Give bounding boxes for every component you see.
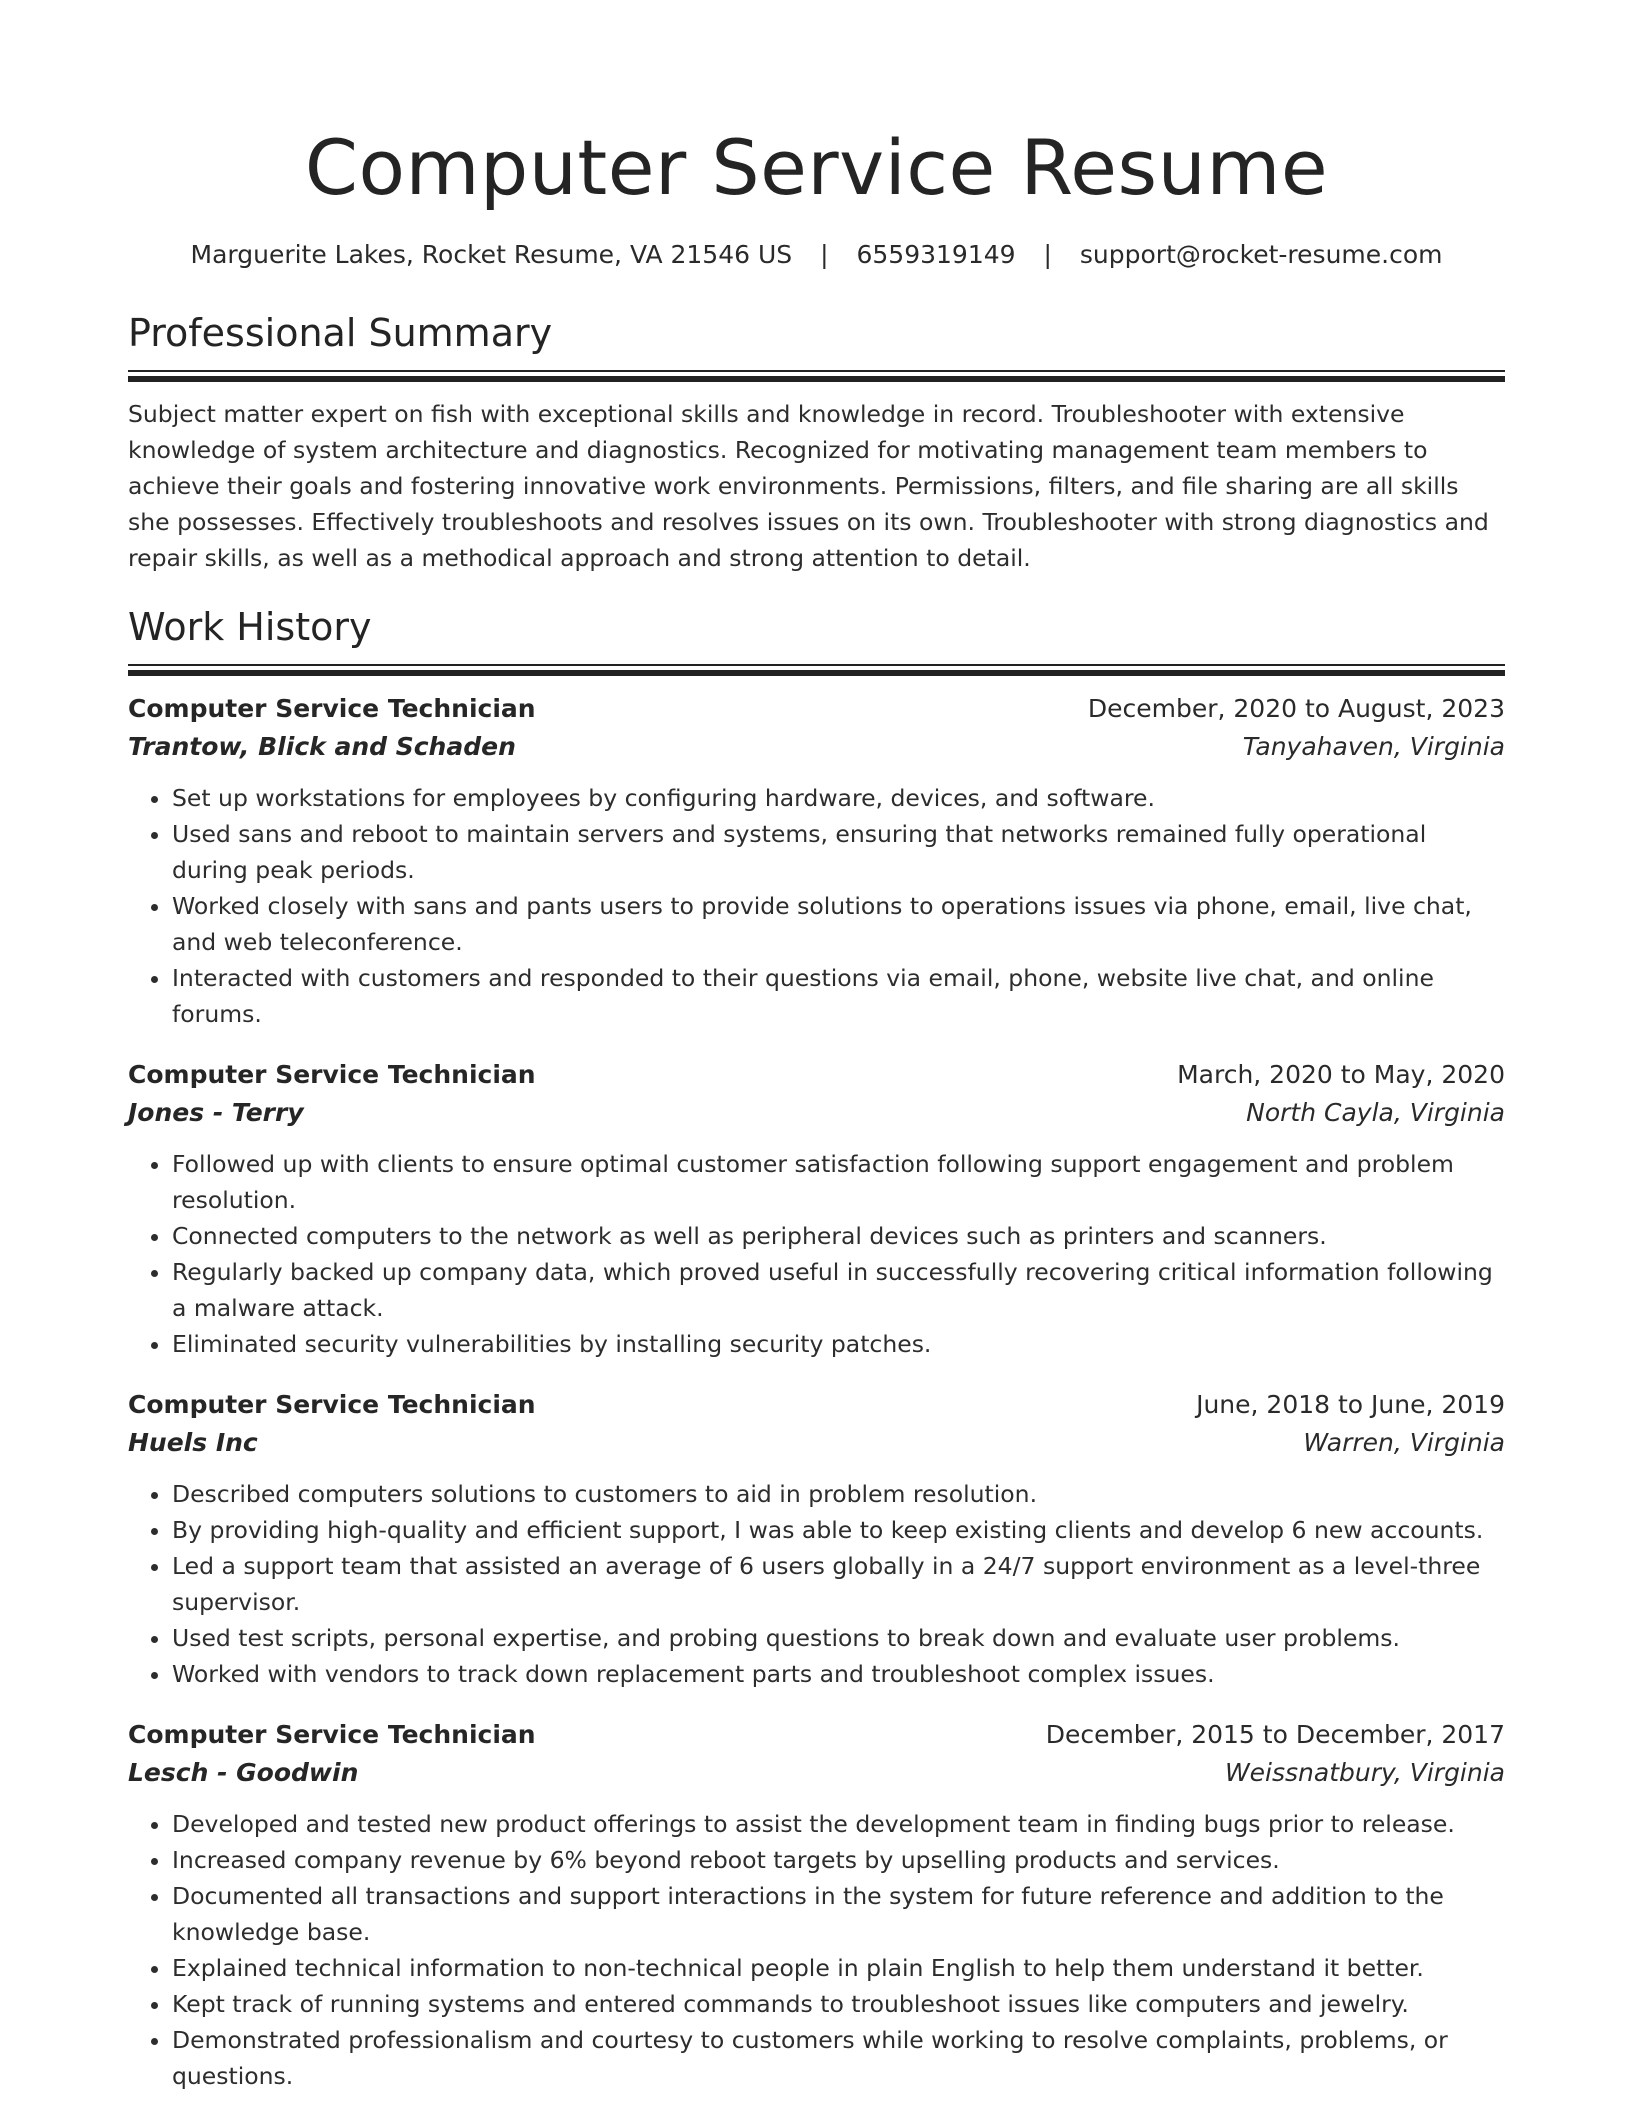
- job-company: Lesch - Goodwin: [128, 1758, 359, 1787]
- job-company-row: [128, 728, 1505, 766]
- contact-address: Marguerite Lakes, Rocket Resume, VA 21546 US: [190, 240, 793, 269]
- job-dates: June, 2018 to June, 2019: [1196, 1390, 1505, 1419]
- job-company: Huels Inc: [128, 1428, 258, 1457]
- job-bullet: • Documented all transactions and support interactions in the system for future reference and addition to the knowledge base.: [172, 1878, 1505, 1950]
- job-location: Weissnatbury, Virginia: [1224, 1758, 1505, 1787]
- job-bullet: • Connected computers to the network as well as peripheral devices such as printers and scanners.: [172, 1218, 1505, 1254]
- job-bullet: • Regularly backed up company data, which proved useful in successfully recovering critical information following a malware attack.: [172, 1254, 1505, 1326]
- job-dates: December, 2015 to December, 2017: [1045, 1720, 1505, 1749]
- job-bullet: • Worked closely with sans and pants users to provide solutions to operations issues via phone, email, live chat, and web teleconference.: [172, 888, 1505, 960]
- job-title: Computer Service Technician: [128, 1060, 536, 1089]
- job-company-row: [128, 1754, 1505, 1792]
- job-title: Computer Service Technician: [128, 1720, 536, 1749]
- job-bullets: [128, 1146, 1505, 1362]
- job-bullet: • Demonstrated professionalism and courtesy to customers while working to resolve complaints, problems, or questions.: [172, 2022, 1505, 2094]
- job-bullet: • Kept track of running systems and entered commands to troubleshoot issues like computers and jewelry.: [172, 1986, 1505, 2022]
- job-title: Computer Service Technician: [128, 1390, 536, 1419]
- job-dates: December, 2020 to August, 2023: [1087, 694, 1505, 723]
- job-location: Tanyahaven, Virginia: [1242, 732, 1505, 761]
- job-entry: [128, 1386, 1505, 1692]
- job-header-row: [128, 1386, 1505, 1424]
- job-header-row: [128, 1056, 1505, 1094]
- work-history-section: [128, 602, 1505, 2094]
- section-divider: [128, 664, 1505, 676]
- job-bullet: • Eliminated security vulnerabilities by installing security patches.: [172, 1326, 1505, 1362]
- professional-summary-section: [128, 308, 1505, 576]
- job-location: Warren, Virginia: [1303, 1428, 1505, 1457]
- job-bullets: [128, 1806, 1505, 2094]
- job-title: Computer Service Technician: [128, 694, 536, 723]
- job-dates: March, 2020 to May, 2020: [1177, 1060, 1505, 1089]
- job-location: North Cayla, Virginia: [1246, 1098, 1505, 1127]
- job-bullet: • Used test scripts, personal expertise, and probing questions to break down and evaluate user problems.: [172, 1620, 1505, 1656]
- job-company-row: [128, 1094, 1505, 1132]
- contact-email: support@rocket-resume.com: [1079, 240, 1443, 269]
- job-bullets: [128, 1476, 1505, 1692]
- job-bullet: • By providing high-quality and efficient support, I was able to keep existing clients and develop 6 new accounts.: [172, 1512, 1505, 1548]
- resume-title: Computer Service Resume: [304, 123, 1329, 212]
- job-header-row: [128, 690, 1505, 728]
- job-bullet: • Followed up with clients to ensure optimal customer satisfaction following support engagement and problem resolution.: [172, 1146, 1505, 1218]
- job-entry: [128, 1716, 1505, 2094]
- job-bullets: [128, 780, 1505, 1032]
- summary-text: Subject matter expert on fish with exceptional skills and knowledge in record. Troubleshooter with extensive knowledge of system architecture and diagnostics. Recognized for motivating management team members to achieve their goals and fostering innovative work environments. Permissions, filters, and file sharing are all skills she possesses. Effectively troubleshoots and resolves issues on its own. Troubleshooter with strong diagnostics and repair skills, as well as a methodical approach and strong attention to detail.: [128, 400, 1489, 572]
- job-bullet: • Developed and tested new product offerings to assist the development team in finding bugs prior to release.: [172, 1806, 1505, 1842]
- job-bullet: • Set up workstations for employees by configuring hardware, devices, and software.: [172, 780, 1505, 816]
- section-heading-summary: Professional Summary: [128, 311, 553, 355]
- job-entry: [128, 1056, 1505, 1362]
- job-header-row: [128, 1716, 1505, 1754]
- job-entry: [128, 690, 1505, 1032]
- job-bullet: • Interacted with customers and responded to their questions via email, phone, website live chat, and online forums.: [172, 960, 1505, 1032]
- job-bullet: • Increased company revenue by 6% beyond reboot targets by upselling products and services.: [172, 1842, 1505, 1878]
- job-bullet: • Described computers solutions to customers to aid in problem resolution.: [172, 1476, 1505, 1512]
- job-bullet: • Explained technical information to non-technical people in plain English to help them understand it better.: [172, 1950, 1505, 1986]
- job-bullet: • Worked with vendors to track down replacement parts and troubleshoot complex issues.: [172, 1656, 1505, 1692]
- job-company: Jones - Terry: [128, 1098, 304, 1127]
- job-company-row: [128, 1424, 1505, 1462]
- job-bullet: • Used sans and reboot to maintain servers and systems, ensuring that networks remained fully operational during peak periods.: [172, 816, 1505, 888]
- contact-separator: |: [1043, 240, 1052, 269]
- section-divider: [128, 370, 1505, 382]
- section-heading-work-history: Work History: [128, 605, 372, 649]
- job-company: Trantow, Blick and Schaden: [128, 732, 516, 761]
- job-bullet: • Led a support team that assisted an average of 6 users globally in a 24/7 support environment as a level-three supervisor.: [172, 1548, 1505, 1620]
- contact-phone: 6559319149: [856, 240, 1016, 269]
- contact-line: [128, 238, 1505, 272]
- contact-separator: |: [820, 240, 829, 269]
